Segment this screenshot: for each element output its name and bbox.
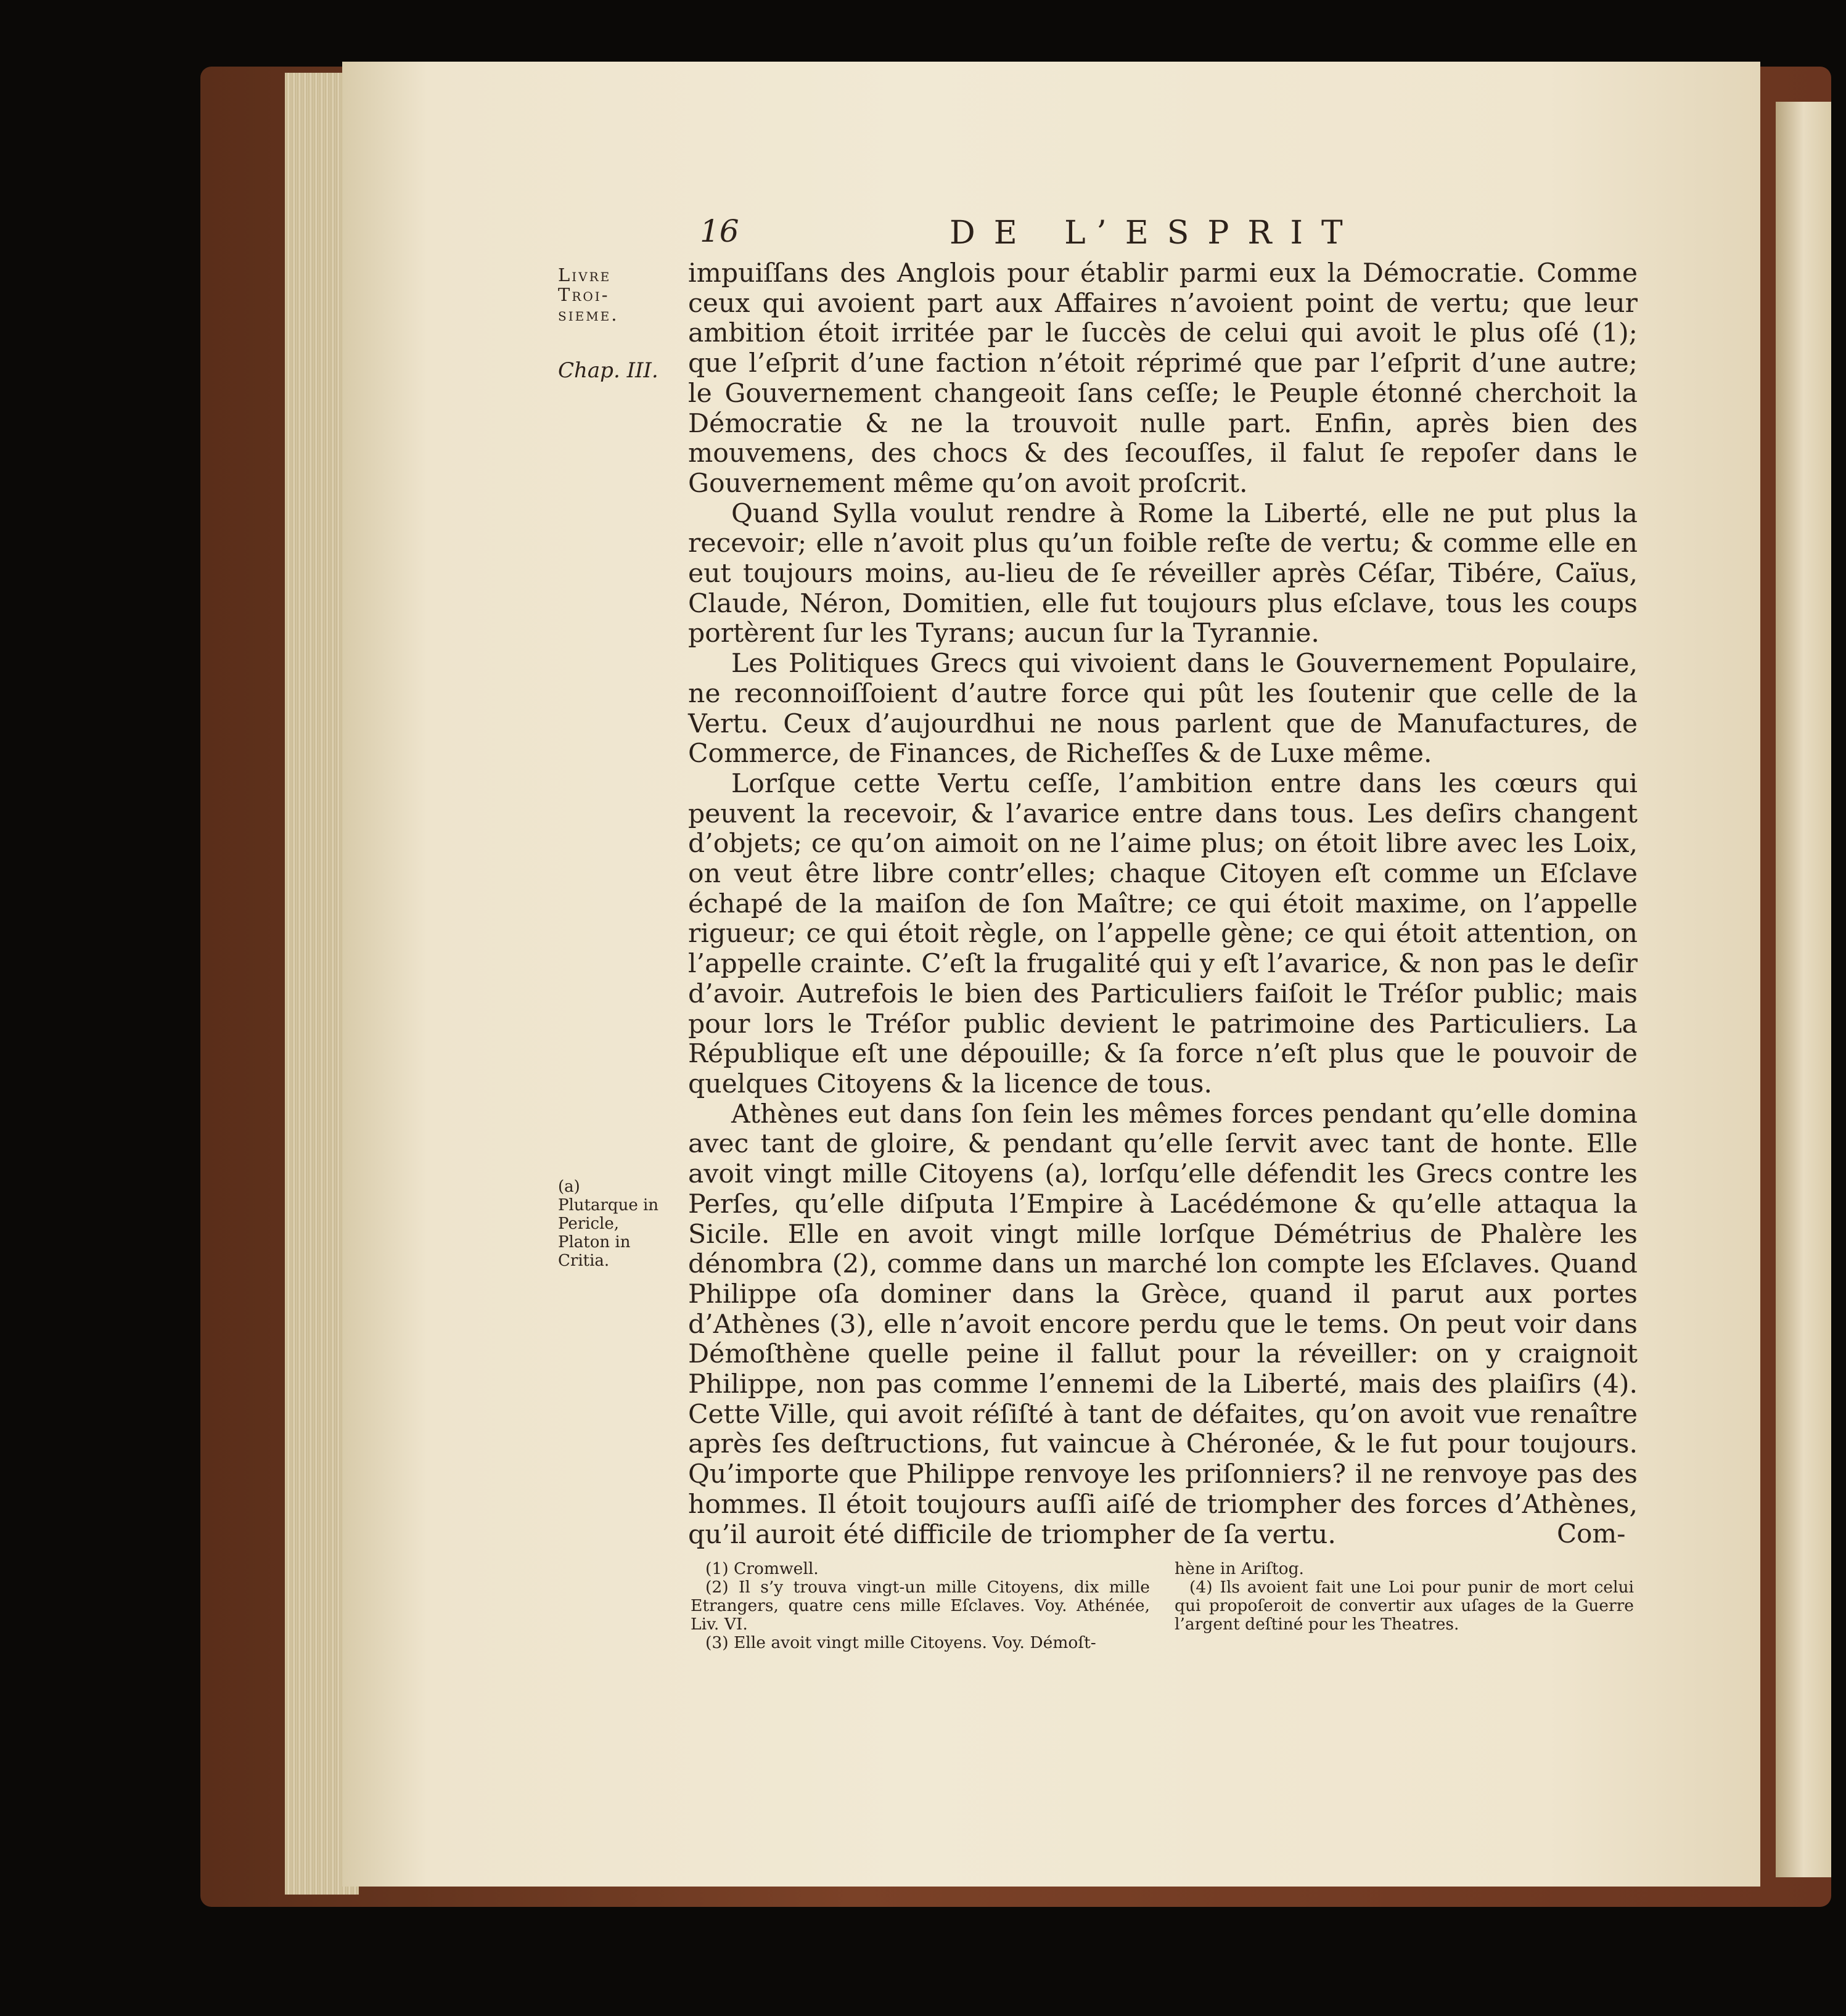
footnote: (1) Cromwell. [705, 1559, 819, 1578]
margin-source-note: (a) Plutarque in Pericle, Platon in Critia. [558, 1178, 659, 1270]
paragraph: Les Politiques Grecs qui vivoient dans le Gouvernement Populaire, ne reconnoiſſoient d’autre force qui pût les ſoutenir que celle de la Vertu. Ceux d’aujourdhui ne nous parlent que de Manufactures, de Commerce, de Finances, de Richeſſes & de Luxe même. [688, 649, 1638, 769]
margin-chapter-label: Chap. III. [558, 358, 658, 383]
body-text [688, 259, 1638, 1550]
paragraph: impuiſſans des Anglois pour établir parmi eux la Démocratie. Comme ceux qui avoient part aux Affaires n’avoient point de vertu; que leur ambition étoit irritée par le ſuccès de celui qui avoit le plus oſé (1); que l’eſprit d’une faction n’étoit réprimé que par l’eſprit d’une autre; le Gouvernement changeoit ſans ceſſe; le Peuple étonné cherchoit la Démocratie & ne la trouvoit nulle part. Enfin, après bien des mouvemens, des chocs & des ſecouſſes, il falut ſe repoſer dans le Gouvernement même qu’on avoit proſcrit. [688, 258, 1638, 499]
facing-page-edge [1776, 102, 1831, 1877]
footnote: hène in Ariſtog. [1175, 1559, 1304, 1578]
footnotes [691, 1560, 1634, 1652]
margin-book-label: Livre Troi- sieme. [558, 264, 619, 325]
paragraph: Athènes eut dans ſon ſein les mêmes forces pendant qu’elle domina avec tant de gloire, & pendant qu’elle ſervit avec tant de honte. Elle avoit vingt mille Citoyens (a), lorſqu’elle défendit les Grecs contre les Perſes, qu’elle diſputa l’Empire à Lacédémone & qu’elle attaqua la Sicile. Elle en avoit vingt mille lorſque Démétrius de Phalère les dénombra (2), comme dans un marché lon compte les Eſclaves. Quand Philippe oſa dominer dans la Grèce, quand il parut aux portes d’Athènes (3), elle n’avoit encore perdu que le tems. On peut voir dans Démoſthène quelle peine il fallut pour la réveiller: on y craignoit Philippe, non pas comme l’ennemi de la Liberté, mais des plaiſirs (4). Cette Ville, qui avoit réſiſté à tant de défaites, qu’on avoit vue renaître après ſes deſtructions, fut vaincue à Chéronée, & le fut pour toujours. Qu’importe que Philippe renvoye les priſonniers? il ne renvoye pas des hommes. Il étoit toujours auſſi aiſé de triompher des forces d’Athènes, qu’il auroit été difficile de triompher de ſa vertu. [688, 1099, 1638, 1550]
footnote: (3) Elle avoit vingt mille Citoyens. Voy. Démoſt- [705, 1633, 1096, 1652]
paragraph: Lorſque cette Vertu ceſſe, l’ambition entre dans les cœurs qui peuvent la recevoir, & l’avarice entre dans tous. Les deſirs changent d’objets; ce qu’on aimoit on ne l’aime plus; on étoit libre avec les Loix, on veut être libre contr’elles; chaque Citoyen eſt comme un Eſclave échapé de la maiſon de ſon Maître; ce qui étoit maxime, on l’appelle rigueur; ce qui étoit règle, on l’appelle gène; ce qui étoit attention, on l’appelle crainte. C’eſt la frugalité qui y eſt l’avarice, & non pas le deſir d’avoir. Autrefois le bien des Particuliers faiſoit le Tréſor public; mais pour lors le Tréſor public devient le patrimoine des Particuliers. La République eſt une dépouille; & ſa force n’eſt plus que le pouvoir de quelques Citoyens & la licence de tous. [688, 768, 1638, 1099]
catchword: Com- [1557, 1518, 1626, 1549]
running-head: DE L’ESPRIT [950, 215, 1361, 252]
footnote: (2) Il s’y trouva vingt-un mille Citoyens, dix mille Etrangers, quatre cens mille Eſclaves. Voy. Athénée, Liv. VI. [691, 1578, 1150, 1634]
footnotes-left-column [691, 1560, 1150, 1652]
footnotes-right-column [1175, 1560, 1634, 1652]
page-number: 16 [700, 213, 739, 249]
paragraph: Quand Sylla voulut rendre à Rome la Liberté, elle ne put plus la recevoir; elle n’avoit plus qu’un foible reſte de vertu; & comme elle en eut toujours moins, au-lieu de ſe réveiller après Céſar, Tibére, Caïus, Claude, Néron, Domitien, elle fut toujours plus eſclave, tous les coups portèrent ſur les Tyrans; aucun ſur la Tyrannie. [688, 498, 1638, 649]
footnote: (4) Ils avoient fait une Loi pour punir de mort celui qui propoſeroit de convertir aux uſages de la Guerre l’argent deſtiné pour les Theatres. [1175, 1578, 1634, 1634]
